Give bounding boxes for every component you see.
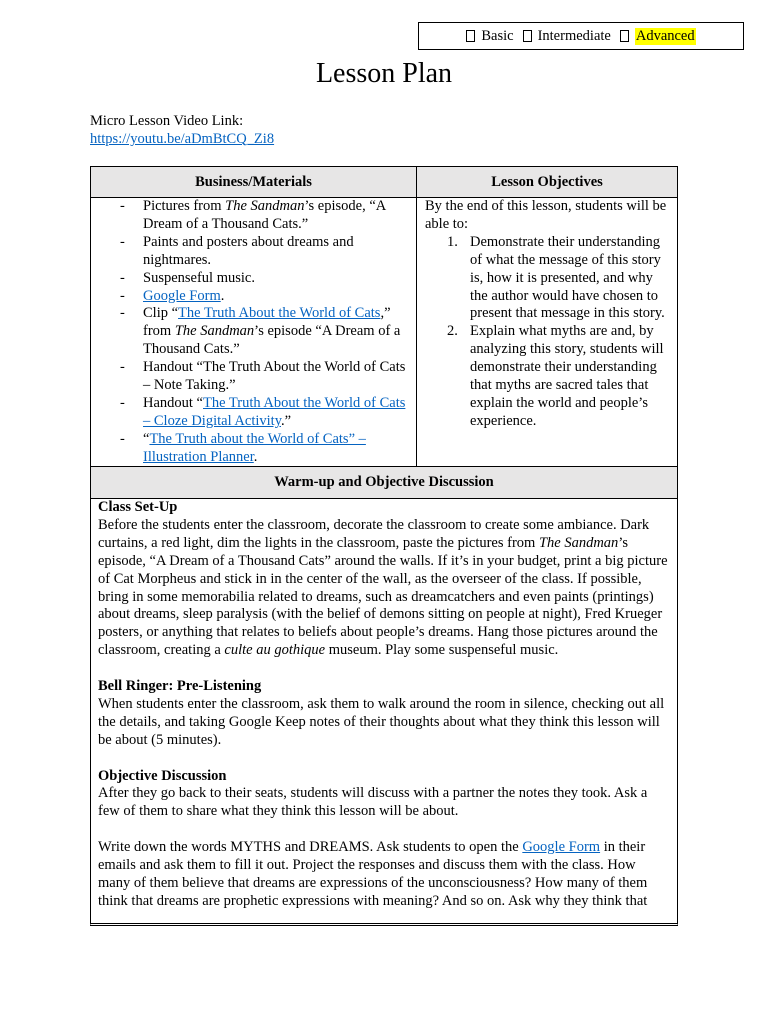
list-item: - “The Truth about the World of Cats” – Illustration Planner. xyxy=(91,431,408,467)
video-link-label: Micro Lesson Video Link: xyxy=(90,113,244,129)
objectives-list xyxy=(425,234,669,431)
checkbox-icon[interactable] xyxy=(620,30,629,42)
video-link[interactable]: https://youtu.be/aDmBtCQ_Zi8 xyxy=(90,131,275,147)
bell-ringer-heading: Bell Ringer: Pre-Listening xyxy=(98,678,262,695)
video-link-block xyxy=(90,112,274,148)
level-label-intermediate: Intermediate xyxy=(537,27,611,44)
level-option-intermediate[interactable] xyxy=(523,28,611,45)
cloze-activity-link[interactable]: The Truth About the World of Cats – Cloze Digital Activity xyxy=(143,394,406,429)
list-item: - Suspenseful music. xyxy=(91,270,408,288)
level-option-basic[interactable] xyxy=(466,28,513,45)
list-item: - Google Form. xyxy=(91,288,408,306)
setup-heading: Class Set-Up xyxy=(98,499,178,515)
table-header-row xyxy=(91,167,677,198)
checkbox-icon[interactable] xyxy=(466,30,475,42)
warmup-content xyxy=(91,499,677,911)
setup-paragraph: Before the students enter the classroom, decorate the classroom to create some ambiance. Dark curtains, a red light, dim the lights in the classroom, paste the pictures from The Sandman’s episode, “A Dream of a Thousand Cats” around the walls. If it’s in your budget, print a big picture of Cat Morpheus and stick in in the center of the wall, as the overseer of the class. If possible, bring in some memorabilia related to dreams, such as dreamcatchers and even paints (printings) about dreams, sleep paralysis (with the belief of demons sitting on people at night), Fred Krueger posters, or anything that relates to beliefs about people’s dreams. Hang those pictures around the classroom, creating a culte au gothique museum. Play some suspenseful music. xyxy=(98,516,668,659)
list-item: - Clip “The Truth About the World of Cats,” from The Sandman’s episode “A Dream of a Thousand Cats.” xyxy=(91,305,408,359)
objective-discussion-paragraph: After they go back to their seats, students will discuss with a partner the notes they took. Ask a few of them to share what they think this lesson will be about. xyxy=(98,785,648,820)
page-title: Lesson Plan xyxy=(315,58,453,89)
table-body-row xyxy=(91,198,677,467)
level-selector xyxy=(418,22,744,50)
materials-cell xyxy=(91,198,417,466)
google-form-link[interactable]: Google Form xyxy=(143,287,221,304)
list-item: - Handout “The Truth About the World of Cats – Cloze Digital Activity.” xyxy=(91,395,408,431)
objectives-cell xyxy=(417,198,677,466)
header-materials: Business/Materials xyxy=(91,167,417,197)
list-item: - Handout “The Truth About the World of Cats – Note Taking.” xyxy=(91,359,408,395)
level-label-basic: Basic xyxy=(481,27,514,44)
list-item: 2. Explain what myths are and, by analyzing this story, students will demonstrate their understanding that myths are sacred tales that explain the world and people’s experience. xyxy=(447,323,664,429)
lesson-table xyxy=(90,166,678,926)
level-label-advanced: Advanced xyxy=(635,27,695,44)
list-item: - Pictures from The Sandman’s episode, “A Dream of a Thousand Cats.” xyxy=(91,198,408,234)
checkbox-icon[interactable] xyxy=(523,30,532,42)
truth-about-cats-link[interactable]: The Truth About the World of Cats xyxy=(178,305,381,322)
write-down-paragraph: Write down the words MYTHS and DREAMS. Ask students to open the Google Form in their emails and ask them to fill it out. Project the responses and discuss them with the class. How many of them believe that dreams are expressions of the unconsciousness? How many of them think that dreams are prophetic expressions with meaning? And so on. Ask why they think that xyxy=(98,839,648,909)
header-objectives: Lesson Objectives xyxy=(491,173,603,190)
bell-ringer-paragraph: When students enter the classroom, ask them to walk around the room in silence, checking out all the details, and taking Google Keep notes of their thoughts about what they think this lesson will be about (5 minutes). xyxy=(98,695,665,748)
objectives-intro: By the end of this lesson, students will be able to: xyxy=(425,198,667,232)
objective-discussion-heading: Objective Discussion xyxy=(98,767,227,784)
materials-list xyxy=(91,198,416,467)
illustration-planner-link[interactable]: The Truth about the World of Cats” – Illustration Planner xyxy=(143,430,366,465)
list-item: 1. Demonstrate their understanding of what the message of this story is, how it is presented, and why the author would have chosen to present that message in this story. xyxy=(447,233,665,322)
section-warmup-header: Warm-up and Objective Discussion xyxy=(91,467,677,499)
list-item: - Paints and posters about dreams and nightmares. xyxy=(91,234,408,270)
level-option-advanced[interactable] xyxy=(620,28,696,45)
google-form-link-2[interactable]: Google Form xyxy=(522,839,601,856)
